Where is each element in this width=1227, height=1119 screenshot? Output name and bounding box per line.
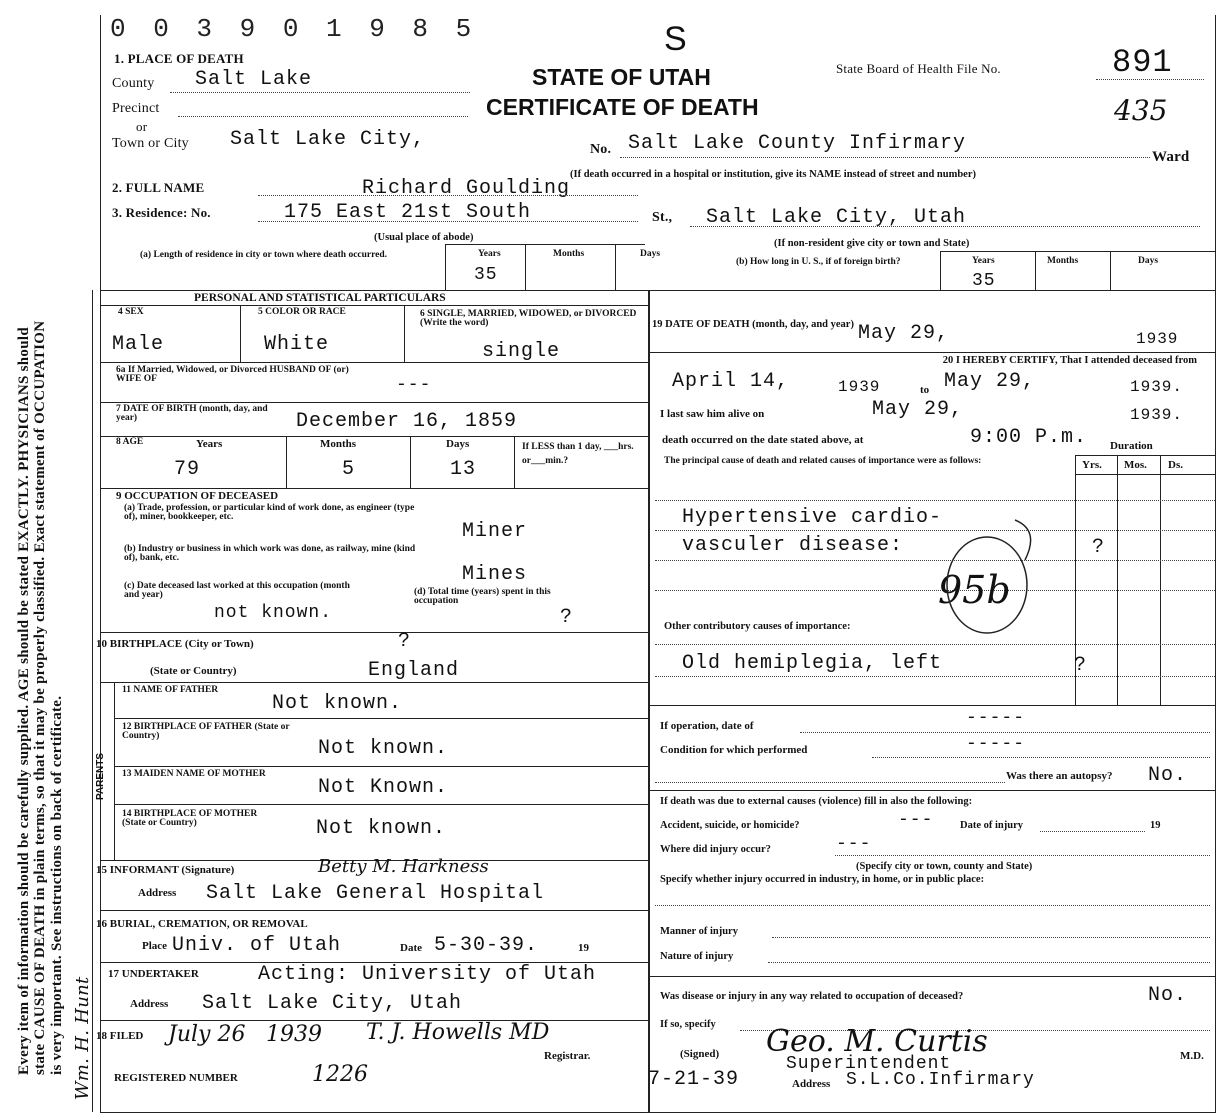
- side-instructions-3: is very important. See instructions on back of certificate.: [49, 695, 65, 1075]
- occupation-label: 9 OCCUPATION OF DECEASED: [116, 490, 279, 502]
- industry-b-label: (b) Industry or business in which work was done, as railway, mine (kind of), bank, etc.: [124, 544, 416, 563]
- burial-date-label: Date: [400, 942, 422, 954]
- residence-city: Salt Lake City, Utah: [706, 206, 967, 229]
- town-value: Salt Lake City,: [230, 128, 426, 151]
- birthplace-country: England: [368, 659, 460, 682]
- attended-to-year: 1939.: [1130, 378, 1184, 396]
- birthplace-state-label: (State or Country): [150, 665, 237, 677]
- months-header: Months: [553, 249, 585, 259]
- marital-value: single: [482, 340, 561, 363]
- town-label: Town or City: [112, 136, 189, 151]
- sex-value: Male: [112, 333, 165, 356]
- side-instructions-1: Every item of information should be carefully supplied. AGE should be stated EXACTLY. PHYSICIANS should: [16, 327, 32, 1075]
- external-label: If death was due to external causes (violence) fill in also the following:: [660, 796, 973, 807]
- condition-value: -----: [966, 734, 1026, 754]
- certify-label: 20 I HEREBY CERTIFY, That I attended deceased from: [942, 355, 1197, 366]
- spouse-value: ---: [396, 375, 432, 395]
- undertaker-value: Acting: University of Utah: [258, 963, 597, 986]
- residence-label: 3. Residence: No.: [112, 205, 211, 220]
- filed-year: 1939: [266, 1022, 322, 1047]
- side-signature: Wm. H. Hunt: [72, 976, 93, 1100]
- occupation-a-label: (a) Trade, profession, or particular kind of work done, as engineer (type of), miner, bookkeeper, etc.: [124, 503, 415, 522]
- signed-date: 7-21-39: [648, 1068, 740, 1091]
- certificate-number: 0 0 3 9 0 1 9 8 5: [110, 14, 478, 44]
- us-years: 35: [972, 271, 996, 291]
- last-saw-date: May 29,: [872, 398, 964, 421]
- parents-side-label: PARENTS: [95, 752, 106, 800]
- operation-value: -----: [966, 708, 1026, 728]
- spouse-label: 6a If Married, Widowed, or Divorced HUSBAND OF (or) WIFE OF: [116, 365, 349, 384]
- undertaker-address: Salt Lake City, Utah: [202, 992, 463, 1015]
- injury-year: 19: [1150, 820, 1161, 831]
- mos-header: Mos.: [1124, 459, 1147, 471]
- father-name-value: Not known.: [272, 692, 403, 715]
- street-label: St.,: [652, 210, 673, 225]
- death-time: 9:00 P.m.: [970, 426, 1088, 449]
- mother-name-label: 13 MAIDEN NAME OF MOTHER: [122, 769, 266, 779]
- undertaker-label: 17 UNDERTAKER: [108, 968, 199, 980]
- code-circle: [925, 500, 1065, 640]
- mother-name-value: Not Known.: [318, 776, 449, 799]
- autopsy-value: No.: [1148, 764, 1188, 787]
- total-time-value: ?: [560, 606, 574, 629]
- days-header: Days: [640, 249, 661, 259]
- related-label: Was disease or injury in any way related to occupation of deceased?: [660, 991, 964, 1002]
- burial-date: 5-30-39.: [434, 934, 539, 957]
- age-label: 8 AGE: [116, 437, 144, 447]
- length-residence-label: (a) Length of residence in city or town where death occurred.: [140, 250, 388, 260]
- last-saw-label: I last saw him alive on: [660, 408, 765, 420]
- principal-cause-label: The principal cause of death and related causes of importance were as follows:: [664, 456, 982, 466]
- where-label: Where did injury occur?: [660, 844, 771, 855]
- informant-address-label: Address: [138, 887, 177, 899]
- age-months-value: 5: [342, 458, 356, 481]
- operation-label: If operation, date of: [660, 720, 754, 732]
- to-label: to: [920, 384, 930, 396]
- classification-code: 95b: [938, 568, 1011, 612]
- registrar-label: Registrar.: [544, 1050, 591, 1062]
- institution-note: (If death occurred in a hospital or institution, give its NAME instead of street and number): [570, 169, 977, 180]
- attended-from-year: 1939: [838, 378, 881, 396]
- ds-header: Ds.: [1168, 459, 1183, 471]
- race-value: White: [264, 333, 330, 356]
- last-worked-value: not known.: [214, 603, 333, 623]
- cause-question: ?: [1092, 536, 1106, 559]
- age-days-label: Days: [446, 438, 470, 450]
- nature-label: Nature of injury: [660, 951, 734, 962]
- institution-value: Salt Lake County Infirmary: [628, 132, 967, 155]
- contrib-value: Old hemiplegia, left: [682, 652, 943, 675]
- signed-label: (Signed): [680, 1048, 720, 1060]
- physician-title: Superintendent: [786, 1054, 952, 1074]
- age-years-label: Years: [196, 438, 223, 450]
- mother-birthplace-value: Not known.: [316, 817, 447, 840]
- burial-year-suffix: 19: [578, 942, 589, 954]
- ward-label: Ward: [1152, 149, 1190, 165]
- birthplace-label: 10 BIRTHPLACE (City or Town): [96, 638, 254, 650]
- registrar-signature: T. J. Howells MD: [366, 1020, 550, 1045]
- full-name-label: 2. FULL NAME: [112, 180, 205, 195]
- physician-address: S.L.Co.Infirmary: [846, 1070, 1035, 1090]
- informant-address: Salt Lake General Hospital: [206, 882, 545, 905]
- full-name-value: Richard Goulding: [362, 177, 571, 200]
- date-of-death-label: 19 DATE OF DEATH (month, day, and year): [652, 319, 854, 330]
- years-header: Years: [478, 249, 501, 259]
- top-mark: S: [664, 20, 687, 58]
- cause-line-1: Hypertensive cardio-: [682, 506, 943, 529]
- related-value: No.: [1148, 984, 1188, 1007]
- death-time-label: death occurred on the date stated above, at: [662, 434, 864, 446]
- age-days-value: 13: [450, 458, 477, 481]
- residence-street: 175 East 21st South: [284, 201, 532, 224]
- county-label: County: [112, 76, 155, 91]
- burial-place-label: Place: [142, 940, 168, 952]
- registered-number-label: REGISTERED NUMBER: [114, 1072, 238, 1084]
- certificate-title: CERTIFICATE OF DEATH: [486, 94, 759, 120]
- dob-value: December 16, 1859: [296, 410, 518, 433]
- race-label: 5 COLOR OR RACE: [258, 307, 346, 317]
- us-days-header: Days: [1138, 256, 1159, 266]
- county-value: Salt Lake: [195, 68, 313, 91]
- residence-years: 35: [474, 265, 498, 285]
- no-label: No.: [590, 142, 612, 157]
- personal-heading: PERSONAL AND STATISTICAL PARTICULARS: [194, 292, 446, 304]
- burial-label: 16 BURIAL, CREMATION, OR REMOVAL: [96, 918, 308, 930]
- sex-label: 4 SEX: [118, 307, 144, 317]
- us-length-label: (b) How long in U. S., if of foreign birth?: [736, 257, 901, 267]
- attended-from: April 14,: [672, 370, 790, 393]
- autopsy-label: Was there an autopsy?: [1006, 770, 1113, 782]
- physician-signature: Geo. M. Curtis: [766, 1024, 988, 1059]
- informant-signature: Betty M. Harkness: [318, 856, 489, 877]
- date-of-death: May 29,: [858, 322, 950, 345]
- accident-label: Accident, suicide, or homicide?: [660, 820, 800, 831]
- father-birthplace-value: Not known.: [318, 737, 449, 760]
- undertaker-address-label: Address: [130, 998, 169, 1010]
- where-value: ---: [836, 834, 872, 854]
- manner-label: Manner of injury: [660, 926, 738, 937]
- contrib-label: Other contributory causes of importance:: [664, 621, 851, 632]
- birthplace-city: ?: [398, 630, 412, 653]
- father-name-label: 11 NAME OF FATHER: [122, 685, 219, 695]
- usual-abode-note: (Usual place of abode): [374, 232, 474, 243]
- registered-number: 1226: [312, 1062, 368, 1087]
- filed-date: July 26: [168, 1022, 246, 1047]
- duration-label: Duration: [1110, 440, 1153, 452]
- injury-date-label: Date of injury: [960, 820, 1023, 831]
- occupation-value: Miner: [462, 520, 528, 543]
- date-of-death-year: 1939: [1136, 330, 1179, 348]
- side-instructions-2: state CAUSE OF DEATH in plain terms, so that it may be properly classified. Exact statement of OCCUPATION: [32, 320, 48, 1075]
- father-birthplace-label: 12 BIRTHPLACE OF FATHER (State or Country): [122, 722, 290, 741]
- age-months-label: Months: [320, 438, 357, 450]
- specify-city-label: (Specify city or town, county and State): [856, 861, 1033, 872]
- last-worked-label: (c) Date deceased last worked at this occupation (month and year): [124, 581, 350, 600]
- file-number-label: State Board of Health File No.: [836, 61, 1001, 76]
- mother-birthplace-label: 14 BIRTHPLACE OF MOTHER (State or Country): [122, 809, 258, 828]
- us-years-header: Years: [972, 256, 995, 266]
- attended-to: May 29,: [944, 370, 1036, 393]
- marital-label: 6 SINGLE, MARRIED, WIDOWED, or DIVORCED (Write the word): [420, 309, 637, 328]
- contrib-question: ?: [1074, 654, 1088, 677]
- cause-line-2: vasculer disease:: [682, 534, 904, 557]
- less-than-label: If LESS than 1 day, ___hrs. or___min.?: [522, 442, 634, 466]
- dob-label: 7 DATE OF BIRTH (month, day, and year): [116, 404, 268, 423]
- filed-label: 18 FILED: [96, 1030, 144, 1042]
- us-months-header: Months: [1047, 256, 1079, 266]
- place-of-death-label: 1. PLACE OF DEATH: [114, 51, 244, 66]
- if-so-label: If so, specify: [660, 1019, 716, 1030]
- specify-industry-label: Specify whether injury occurred in industry, in home, or in public place:: [660, 874, 985, 885]
- industry-value: Mines: [462, 563, 528, 586]
- local-number: 435: [1114, 94, 1168, 127]
- accident-value: ---: [898, 810, 934, 830]
- last-saw-year: 1939.: [1130, 406, 1184, 424]
- burial-place: Univ. of Utah: [172, 934, 342, 957]
- file-number: 891: [1112, 44, 1173, 81]
- yrs-header: Yrs.: [1082, 459, 1102, 471]
- precinct-label: Precinct: [112, 101, 160, 116]
- or-label: or: [136, 119, 148, 134]
- md-label: M.D.: [1180, 1050, 1204, 1062]
- state-title: STATE OF UTAH: [532, 64, 711, 90]
- condition-label: Condition for which performed: [660, 744, 808, 756]
- informant-label: 15 INFORMANT (Signature): [96, 864, 235, 876]
- nonresident-note: (If non-resident give city or town and State): [774, 238, 970, 249]
- total-time-label: (d) Total time (years) spent in this occupation: [414, 587, 551, 606]
- physician-address-label: Address: [792, 1078, 831, 1090]
- age-years-value: 79: [174, 458, 201, 481]
